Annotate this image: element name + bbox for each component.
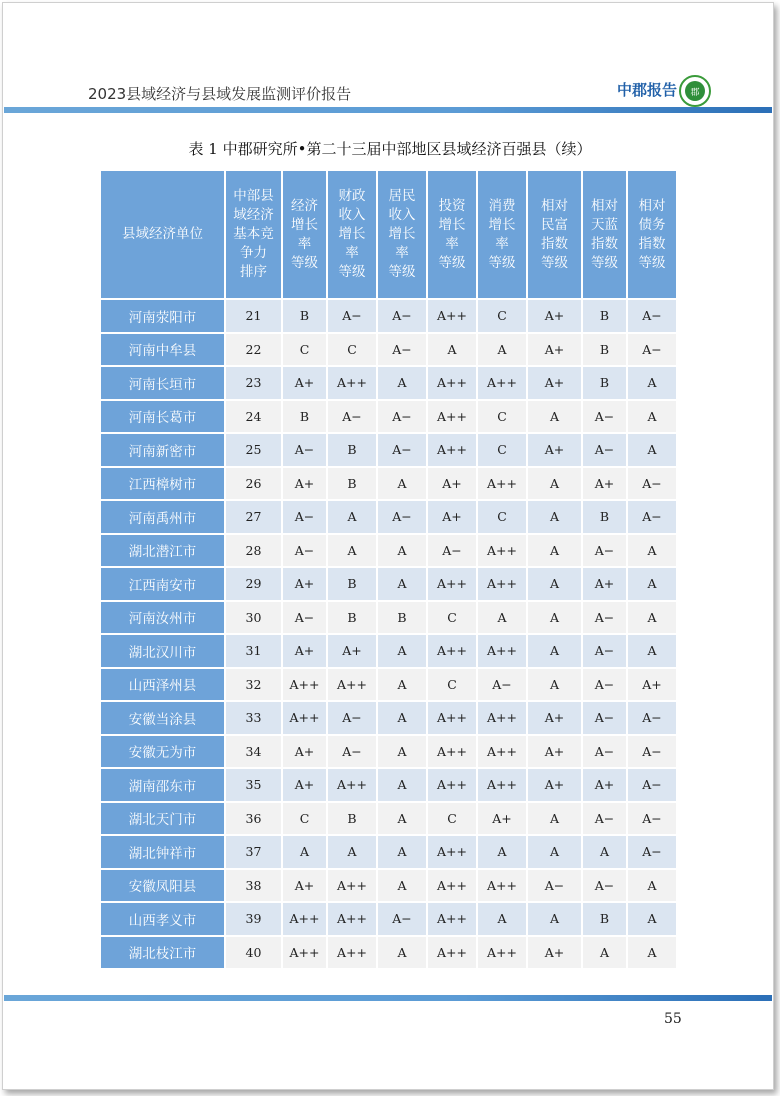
table-cell: A− bbox=[428, 535, 476, 567]
column-header-line: 天蓝 bbox=[591, 216, 618, 233]
table-cell: A++ bbox=[478, 535, 526, 567]
table-cell: A bbox=[628, 568, 676, 600]
table-cell: A+ bbox=[583, 769, 626, 801]
table-cell: A− bbox=[628, 736, 676, 768]
table-cell: A− bbox=[583, 736, 626, 768]
table-cell: A bbox=[583, 937, 626, 969]
table-row bbox=[101, 501, 676, 533]
table-cell: A bbox=[283, 836, 326, 868]
table-cell: A− bbox=[628, 702, 676, 734]
table-cell: B bbox=[583, 903, 626, 935]
table-cell: B bbox=[378, 602, 426, 634]
table-header-row bbox=[101, 171, 676, 298]
table-cell: C bbox=[328, 334, 376, 366]
table-cell: A+ bbox=[283, 769, 326, 801]
table-cell: A+ bbox=[428, 501, 476, 533]
table-cell: A bbox=[378, 803, 426, 835]
table-cell: A+ bbox=[528, 300, 581, 332]
table-cell: A++ bbox=[478, 702, 526, 734]
table-cell: A− bbox=[583, 602, 626, 634]
table-cell: A++ bbox=[283, 937, 326, 969]
table-cell: A bbox=[628, 535, 676, 567]
table-cell: A bbox=[628, 367, 676, 399]
column-header-line: 等级 bbox=[338, 264, 366, 280]
table-cell: A− bbox=[583, 635, 626, 667]
column-header-line: 率 bbox=[345, 245, 359, 261]
column-header-line: 消费 bbox=[488, 197, 516, 214]
table-cell: A++ bbox=[428, 769, 476, 801]
header-divider bbox=[4, 107, 772, 113]
table-cell: A− bbox=[328, 300, 376, 332]
table-cell: A bbox=[628, 401, 676, 433]
column-header-line: 增长 bbox=[488, 216, 516, 233]
column-header-line: 等级 bbox=[388, 264, 416, 280]
table-cell: A− bbox=[528, 870, 581, 902]
table-cell: 27 bbox=[226, 501, 281, 533]
table-cell: A+ bbox=[528, 334, 581, 366]
column-header-line: 指数 bbox=[638, 235, 666, 252]
table-cell: A− bbox=[628, 468, 676, 500]
column-header-line: 等级 bbox=[591, 254, 618, 271]
table-cell: A++ bbox=[428, 300, 476, 332]
column-header-line: 率 bbox=[445, 235, 459, 252]
ranking-table bbox=[99, 169, 678, 970]
column-header-line: 县域经济单位 bbox=[122, 226, 203, 242]
column-header bbox=[428, 171, 476, 298]
table-cell: 22 bbox=[226, 334, 281, 366]
table-row bbox=[101, 434, 676, 466]
table-cell: A bbox=[478, 334, 526, 366]
table-cell: C bbox=[283, 334, 326, 366]
table-row bbox=[101, 300, 676, 332]
column-header-line: 中部县 bbox=[233, 188, 274, 204]
column-header-line: 排序 bbox=[240, 264, 267, 280]
column-header bbox=[478, 171, 526, 298]
table-row bbox=[101, 468, 676, 500]
table-cell: A bbox=[378, 669, 426, 701]
report-title: 2023县域经济与县域发展监测评价报告 bbox=[88, 85, 352, 103]
table-cell: A− bbox=[283, 434, 326, 466]
table-cell: A bbox=[528, 803, 581, 835]
table-cell: A bbox=[478, 903, 526, 935]
table-cell: A bbox=[628, 937, 676, 969]
column-header bbox=[628, 171, 676, 298]
table-cell: A bbox=[328, 836, 376, 868]
table-cell: 33 bbox=[226, 702, 281, 734]
table-cell: A− bbox=[583, 401, 626, 433]
table-cell: A bbox=[528, 903, 581, 935]
table-cell: 29 bbox=[226, 568, 281, 600]
table-row bbox=[101, 769, 676, 801]
table-cell: A++ bbox=[478, 367, 526, 399]
table-cell: A− bbox=[583, 434, 626, 466]
table-cell: A+ bbox=[283, 635, 326, 667]
table-cell: A++ bbox=[428, 736, 476, 768]
table-cell: A++ bbox=[478, 937, 526, 969]
table-cell: 23 bbox=[226, 367, 281, 399]
table-cell: A++ bbox=[283, 903, 326, 935]
table-cell: A bbox=[528, 401, 581, 433]
table-cell: A bbox=[328, 501, 376, 533]
column-header-line: 增长 bbox=[338, 226, 366, 242]
table-cell: 25 bbox=[226, 434, 281, 466]
table-cell: 31 bbox=[226, 635, 281, 667]
table-cell: A bbox=[628, 602, 676, 634]
table-cell: B bbox=[283, 300, 326, 332]
column-header-line: 居民 bbox=[388, 188, 416, 204]
table-row bbox=[101, 702, 676, 734]
column-header bbox=[101, 171, 224, 298]
table-cell: A− bbox=[328, 401, 376, 433]
county-name: 湖北钟祥市 bbox=[101, 836, 224, 868]
column-header-line: 率 bbox=[297, 235, 312, 252]
table-cell: A− bbox=[378, 300, 426, 332]
table-cell: A bbox=[628, 635, 676, 667]
table-cell: 39 bbox=[226, 903, 281, 935]
table-cell: A bbox=[528, 535, 581, 567]
table-cell: A++ bbox=[283, 702, 326, 734]
table-cell: 35 bbox=[226, 769, 281, 801]
table-cell: C bbox=[428, 669, 476, 701]
table-cell: A+ bbox=[283, 468, 326, 500]
column-header-line: 基本竞 bbox=[233, 226, 274, 242]
table-cell: A bbox=[583, 836, 626, 868]
table-cell: A− bbox=[628, 769, 676, 801]
column-header-line: 相对 bbox=[638, 197, 666, 214]
table-cell: A− bbox=[583, 803, 626, 835]
county-name: 安徽无为市 bbox=[101, 736, 224, 768]
table-row bbox=[101, 602, 676, 634]
table-cell: A+ bbox=[528, 769, 581, 801]
table-cell: 21 bbox=[226, 300, 281, 332]
column-header bbox=[583, 171, 626, 298]
table-cell: B bbox=[583, 300, 626, 332]
table-cell: A+ bbox=[528, 434, 581, 466]
county-name: 湖北天门市 bbox=[101, 803, 224, 835]
table-cell: 38 bbox=[226, 870, 281, 902]
county-name: 湖北汉川市 bbox=[101, 635, 224, 667]
table-row bbox=[101, 568, 676, 600]
table-cell: A++ bbox=[478, 736, 526, 768]
county-name: 山西孝义市 bbox=[101, 903, 224, 935]
table-row bbox=[101, 535, 676, 567]
column-header-line: 指数 bbox=[591, 235, 618, 252]
table-cell: C bbox=[478, 401, 526, 433]
county-name: 江西樟树市 bbox=[101, 468, 224, 500]
table-cell: A++ bbox=[428, 836, 476, 868]
table-cell: C bbox=[478, 501, 526, 533]
county-name: 安徽凤阳县 bbox=[101, 870, 224, 902]
table-cell: 32 bbox=[226, 669, 281, 701]
table-cell: A+ bbox=[528, 937, 581, 969]
table-cell: A++ bbox=[328, 367, 376, 399]
column-header-line: 增长 bbox=[291, 216, 318, 233]
table-cell: A bbox=[378, 836, 426, 868]
table-cell: B bbox=[583, 334, 626, 366]
table-cell: B bbox=[328, 568, 376, 600]
table-row bbox=[101, 334, 676, 366]
table-cell: A+ bbox=[283, 736, 326, 768]
table-cell: 34 bbox=[226, 736, 281, 768]
column-header-line: 相对 bbox=[591, 197, 618, 214]
table-cell: A++ bbox=[328, 669, 376, 701]
table-cell: C bbox=[478, 300, 526, 332]
table-cell: A− bbox=[628, 300, 676, 332]
table-cell: A++ bbox=[428, 702, 476, 734]
county-name: 河南长垣市 bbox=[101, 367, 224, 399]
table-row bbox=[101, 836, 676, 868]
county-name: 湖北枝江市 bbox=[101, 937, 224, 969]
column-header-line: 增长 bbox=[438, 216, 466, 233]
table-cell: A++ bbox=[428, 870, 476, 902]
column-header-line: 指数 bbox=[541, 235, 568, 252]
table-row bbox=[101, 803, 676, 835]
column-header-line: 等级 bbox=[638, 254, 666, 271]
table-cell: 37 bbox=[226, 836, 281, 868]
table-cell: 30 bbox=[226, 602, 281, 634]
table-cell: A+ bbox=[283, 367, 326, 399]
table-row bbox=[101, 367, 676, 399]
table-cell: A bbox=[378, 535, 426, 567]
table-cell: A− bbox=[283, 535, 326, 567]
table-cell: C bbox=[428, 803, 476, 835]
table-cell: A bbox=[528, 669, 581, 701]
table-cell: 24 bbox=[226, 401, 281, 433]
table-cell: A bbox=[528, 602, 581, 634]
table-cell: A− bbox=[583, 669, 626, 701]
table-cell: A bbox=[378, 769, 426, 801]
table-cell: A− bbox=[378, 501, 426, 533]
table-cell: A bbox=[528, 836, 581, 868]
table-cell: A bbox=[528, 501, 581, 533]
table-cell: B bbox=[283, 401, 326, 433]
table-cell: A bbox=[378, 736, 426, 768]
table-cell: A+ bbox=[283, 568, 326, 600]
table-cell: A bbox=[378, 937, 426, 969]
table-cell: A bbox=[378, 635, 426, 667]
table-cell: A bbox=[428, 334, 476, 366]
table-cell: A++ bbox=[328, 903, 376, 935]
table-cell: A− bbox=[628, 501, 676, 533]
table-cell: A++ bbox=[328, 870, 376, 902]
table-cell: B bbox=[328, 803, 376, 835]
column-header-line: 财政 bbox=[338, 188, 366, 204]
table-cell: A− bbox=[328, 736, 376, 768]
table-cell: A+ bbox=[583, 568, 626, 600]
table-cell: A++ bbox=[428, 568, 476, 600]
county-name: 江西南安市 bbox=[101, 568, 224, 600]
county-name: 湖北潜江市 bbox=[101, 535, 224, 567]
table-cell: A+ bbox=[583, 468, 626, 500]
table-body bbox=[101, 300, 676, 968]
table-cell: A− bbox=[628, 334, 676, 366]
county-name: 山西泽州县 bbox=[101, 669, 224, 701]
column-header-line: 争力 bbox=[240, 245, 267, 261]
table-caption: 表 1 中郡研究所•第二十三届中部地区县域经济百强县（续） bbox=[188, 140, 592, 158]
table-cell: A++ bbox=[428, 401, 476, 433]
column-header-line: 经济 bbox=[291, 197, 318, 214]
table-row bbox=[101, 401, 676, 433]
table-row bbox=[101, 669, 676, 701]
table-cell: A+ bbox=[528, 702, 581, 734]
county-name: 河南中牟县 bbox=[101, 334, 224, 366]
page-number: 55 bbox=[664, 1011, 682, 1027]
column-header-line: 率 bbox=[495, 235, 509, 252]
table-cell: A bbox=[478, 836, 526, 868]
table-cell: A− bbox=[378, 434, 426, 466]
table-cell: B bbox=[583, 367, 626, 399]
footer-divider bbox=[4, 995, 772, 1001]
column-header bbox=[283, 171, 326, 298]
table-cell: 26 bbox=[226, 468, 281, 500]
county-name: 河南禹州市 bbox=[101, 501, 224, 533]
table-cell: C bbox=[428, 602, 476, 634]
column-header-line: 等级 bbox=[488, 254, 516, 271]
table-cell: A− bbox=[628, 836, 676, 868]
table-cell: A++ bbox=[328, 937, 376, 969]
brand-name: 中郡报告 bbox=[617, 81, 678, 99]
table-cell: A bbox=[478, 602, 526, 634]
column-header bbox=[378, 171, 426, 298]
column-header-line: 投资 bbox=[438, 197, 466, 214]
table-cell: B bbox=[583, 501, 626, 533]
table-cell: A− bbox=[378, 334, 426, 366]
column-header bbox=[226, 171, 281, 298]
column-header bbox=[528, 171, 581, 298]
column-header-line: 债务 bbox=[638, 216, 666, 233]
table-cell: A− bbox=[283, 501, 326, 533]
table-row bbox=[101, 870, 676, 902]
table-cell: A++ bbox=[478, 769, 526, 801]
column-header-line: 收入 bbox=[388, 207, 416, 223]
column-header-line: 收入 bbox=[338, 207, 366, 223]
table-cell: A bbox=[378, 870, 426, 902]
table-cell: A bbox=[378, 468, 426, 500]
table-cell: A bbox=[628, 434, 676, 466]
table-cell: A bbox=[528, 568, 581, 600]
table-cell: A++ bbox=[478, 468, 526, 500]
column-header-line: 率 bbox=[395, 245, 409, 261]
table-cell: 40 bbox=[226, 937, 281, 969]
table-cell: A++ bbox=[478, 870, 526, 902]
column-header-line: 等级 bbox=[438, 254, 466, 271]
column-header-line: 相对 bbox=[541, 197, 568, 214]
table-cell: A+ bbox=[528, 736, 581, 768]
table-cell: C bbox=[478, 434, 526, 466]
logo-mark: 郡 bbox=[685, 81, 705, 101]
column-header-line: 等级 bbox=[541, 254, 568, 271]
table-cell: A+ bbox=[283, 870, 326, 902]
table-cell: A− bbox=[583, 702, 626, 734]
table-cell: A bbox=[378, 702, 426, 734]
table-cell: B bbox=[328, 468, 376, 500]
table-cell: A bbox=[328, 535, 376, 567]
table-cell: A bbox=[528, 635, 581, 667]
table-cell: A− bbox=[378, 401, 426, 433]
table-cell: A− bbox=[583, 870, 626, 902]
table-cell: A++ bbox=[428, 367, 476, 399]
county-name: 安徽当涂县 bbox=[101, 702, 224, 734]
table-cell: A+ bbox=[528, 367, 581, 399]
column-header-line: 增长 bbox=[388, 226, 416, 242]
column-header-line: 民富 bbox=[541, 216, 568, 233]
table-cell: A++ bbox=[428, 937, 476, 969]
county-name: 湖南邵东市 bbox=[101, 769, 224, 801]
table-row bbox=[101, 635, 676, 667]
table-cell: A bbox=[628, 903, 676, 935]
table-cell: A++ bbox=[428, 903, 476, 935]
table-cell: C bbox=[283, 803, 326, 835]
table-cell: A− bbox=[328, 702, 376, 734]
table-row bbox=[101, 937, 676, 969]
table-cell: A+ bbox=[428, 468, 476, 500]
column-header bbox=[328, 171, 376, 298]
county-name: 河南长葛市 bbox=[101, 401, 224, 433]
table-cell: A++ bbox=[478, 568, 526, 600]
county-name: 河南荥阳市 bbox=[101, 300, 224, 332]
table-cell: 36 bbox=[226, 803, 281, 835]
table-cell: A++ bbox=[428, 635, 476, 667]
table-cell: A bbox=[628, 870, 676, 902]
table-cell: A+ bbox=[628, 669, 676, 701]
table-cell: A bbox=[528, 468, 581, 500]
table-cell: A bbox=[378, 367, 426, 399]
table-cell: A− bbox=[628, 803, 676, 835]
table-cell: A bbox=[378, 568, 426, 600]
column-header-line: 域经济 bbox=[233, 207, 274, 223]
table-cell: A++ bbox=[328, 769, 376, 801]
table-cell: A− bbox=[378, 903, 426, 935]
table-cell: A− bbox=[283, 602, 326, 634]
table-cell: A+ bbox=[328, 635, 376, 667]
table-cell: A− bbox=[478, 669, 526, 701]
table-cell: 28 bbox=[226, 535, 281, 567]
table-cell: A− bbox=[583, 535, 626, 567]
county-name: 河南汝州市 bbox=[101, 602, 224, 634]
table-row bbox=[101, 903, 676, 935]
table-cell: A++ bbox=[283, 669, 326, 701]
table-row bbox=[101, 736, 676, 768]
table-cell: A++ bbox=[478, 635, 526, 667]
table-cell: A+ bbox=[478, 803, 526, 835]
table-cell: B bbox=[328, 434, 376, 466]
table-cell: B bbox=[328, 602, 376, 634]
table-cell: A++ bbox=[428, 434, 476, 466]
county-name: 河南新密市 bbox=[101, 434, 224, 466]
brand-logo-icon bbox=[679, 75, 711, 107]
column-header-line: 等级 bbox=[291, 254, 318, 271]
